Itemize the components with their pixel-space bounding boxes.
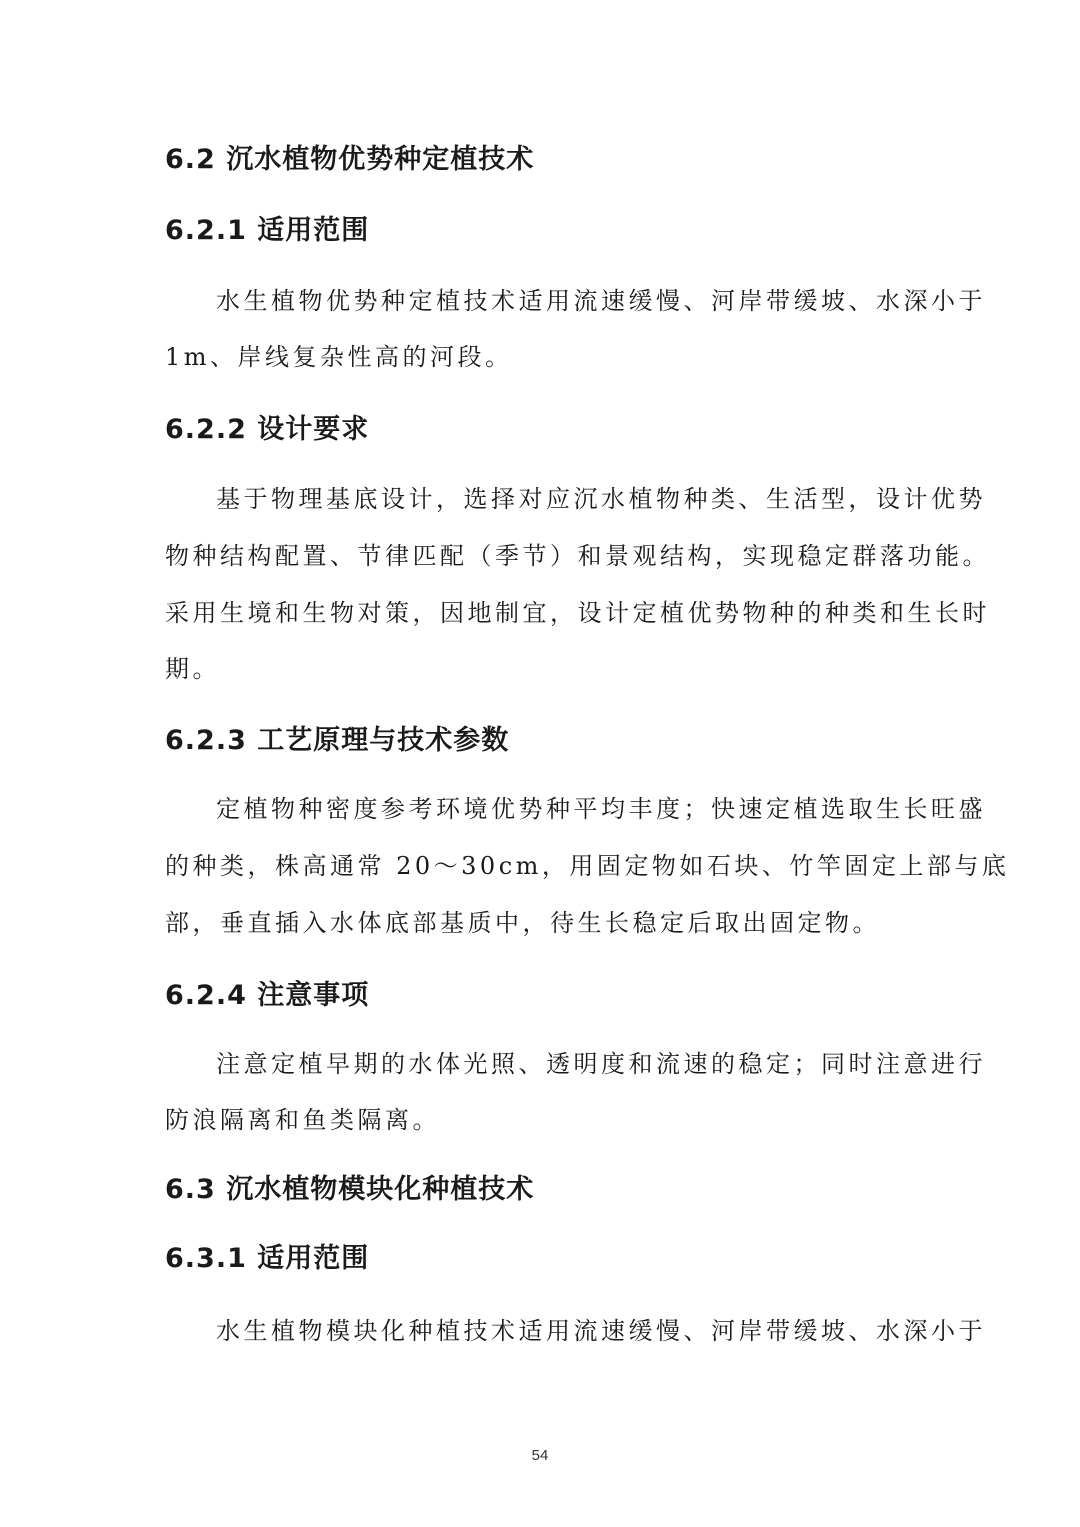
section-heading-6-2: 6.2 沉水植物优势种定植技术 <box>165 144 535 175</box>
paragraph-line: 定植物种密度参考环境优势种平均丰度；快速定植选取生长旺盛 <box>216 795 986 823</box>
paragraph-line: 水生植物优势种定植技术适用流速缓慢、河岸带缓坡、水深小于 <box>216 287 986 315</box>
paragraph-line: 采用生境和生物对策，因地制宜，设计定植优势物种的种类和生长时 <box>165 599 990 627</box>
paragraph-line: 基于物理基底设计，选择对应沉水植物种类、生活型，设计优势 <box>216 485 986 513</box>
paragraph-line: 注意定植早期的水体光照、透明度和流速的稳定；同时注意进行 <box>216 1050 986 1078</box>
paragraph-line: 防浪隔离和鱼类隔离。 <box>165 1106 440 1134</box>
section-heading-6-3: 6.3 沉水植物模块化种植技术 <box>165 1174 535 1205</box>
subsection-heading-6-2-1: 6.2.1 适用范围 <box>165 215 370 246</box>
subsection-heading-6-2-3: 6.2.3 工艺原理与技术参数 <box>165 725 510 756</box>
paragraph-line: 水生植物模块化种植技术适用流速缓慢、河岸带缓坡、水深小于 <box>216 1317 986 1345</box>
paragraph-line: 期。 <box>165 655 220 683</box>
page-number: 54 <box>531 1447 549 1464</box>
paragraph-line: 1m、岸线复杂性高的河段。 <box>165 343 513 371</box>
subsection-heading-6-3-1: 6.3.1 适用范围 <box>165 1243 370 1274</box>
subsection-heading-6-2-2: 6.2.2 设计要求 <box>165 414 370 445</box>
paragraph-line: 物种结构配置、节律匹配（季节）和景观结构，实现稳定群落功能。 <box>165 542 990 570</box>
subsection-heading-6-2-4: 6.2.4 注意事项 <box>165 980 370 1011</box>
paragraph-line: 的种类，株高通常 20～30cm，用固定物如石块、竹竿固定上部与底 <box>165 852 1010 880</box>
paragraph-line: 部，垂直插入水体底部基质中，待生长稳定后取出固定物。 <box>165 909 880 937</box>
